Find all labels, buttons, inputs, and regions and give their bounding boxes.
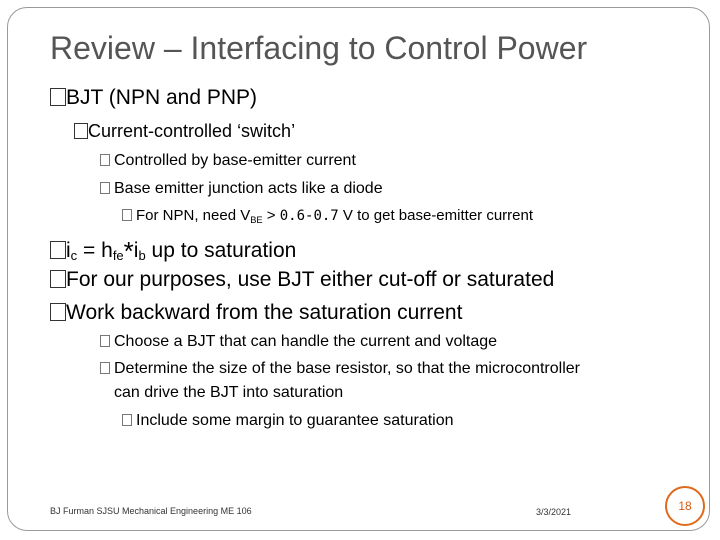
bullet-box-icon — [100, 182, 110, 194]
bullet-work-backward: Work backward from the saturation current — [50, 301, 462, 325]
bullet-box-icon — [74, 123, 88, 139]
bullet-bjt: BJT (NPN and PNP) — [50, 86, 257, 110]
bullet-ic-equation: $i_c = h_{fe}*i_b$ up to saturation — [50, 236, 296, 267]
bullet-cutoff-saturated: For our purposes, use BJT either cut-off or saturated — [50, 268, 554, 292]
bullet-box-icon — [122, 209, 132, 221]
bullet-box-icon — [100, 154, 110, 166]
bullet-box-icon — [50, 303, 66, 321]
bullet-box-icon — [100, 362, 110, 374]
bullet-box-icon — [100, 335, 110, 347]
bullet-box-icon — [50, 88, 66, 106]
bullet-box-icon — [122, 414, 132, 426]
bullet-box-icon — [50, 241, 66, 259]
bullet-base-resistor-cont: can drive the BJT into saturation — [114, 384, 344, 401]
footer-left: BJ Furman SJSU Mechanical Engineering ME 106 — [50, 506, 252, 516]
bullet-diode: Base emitter junction acts like a diode — [100, 180, 383, 198]
bullet-choose-bjt: Choose a BJT that can handle the current and voltage — [100, 333, 497, 351]
slide-title: Review – Interfacing to Control Power — [50, 30, 588, 66]
bullet-npn-vbe: For NPN, need $V_{BE} > 0.6-0.7$ V to get base-emitter current — [122, 207, 533, 225]
bullet-box-icon — [50, 270, 66, 288]
bullet-margin: Include some margin to guarantee saturation — [122, 412, 454, 430]
page-number-badge: 18 — [665, 486, 705, 526]
bullet-base-resistor: Determine the size of the base resistor, so that the microcontroller — [100, 360, 580, 378]
footer-date: 3/3/2021 — [536, 507, 572, 517]
bullet-current-controlled: Current-controlled ‘switch’ — [74, 121, 295, 142]
bullet-controlled-by: Controlled by base-emitter current — [100, 152, 356, 170]
